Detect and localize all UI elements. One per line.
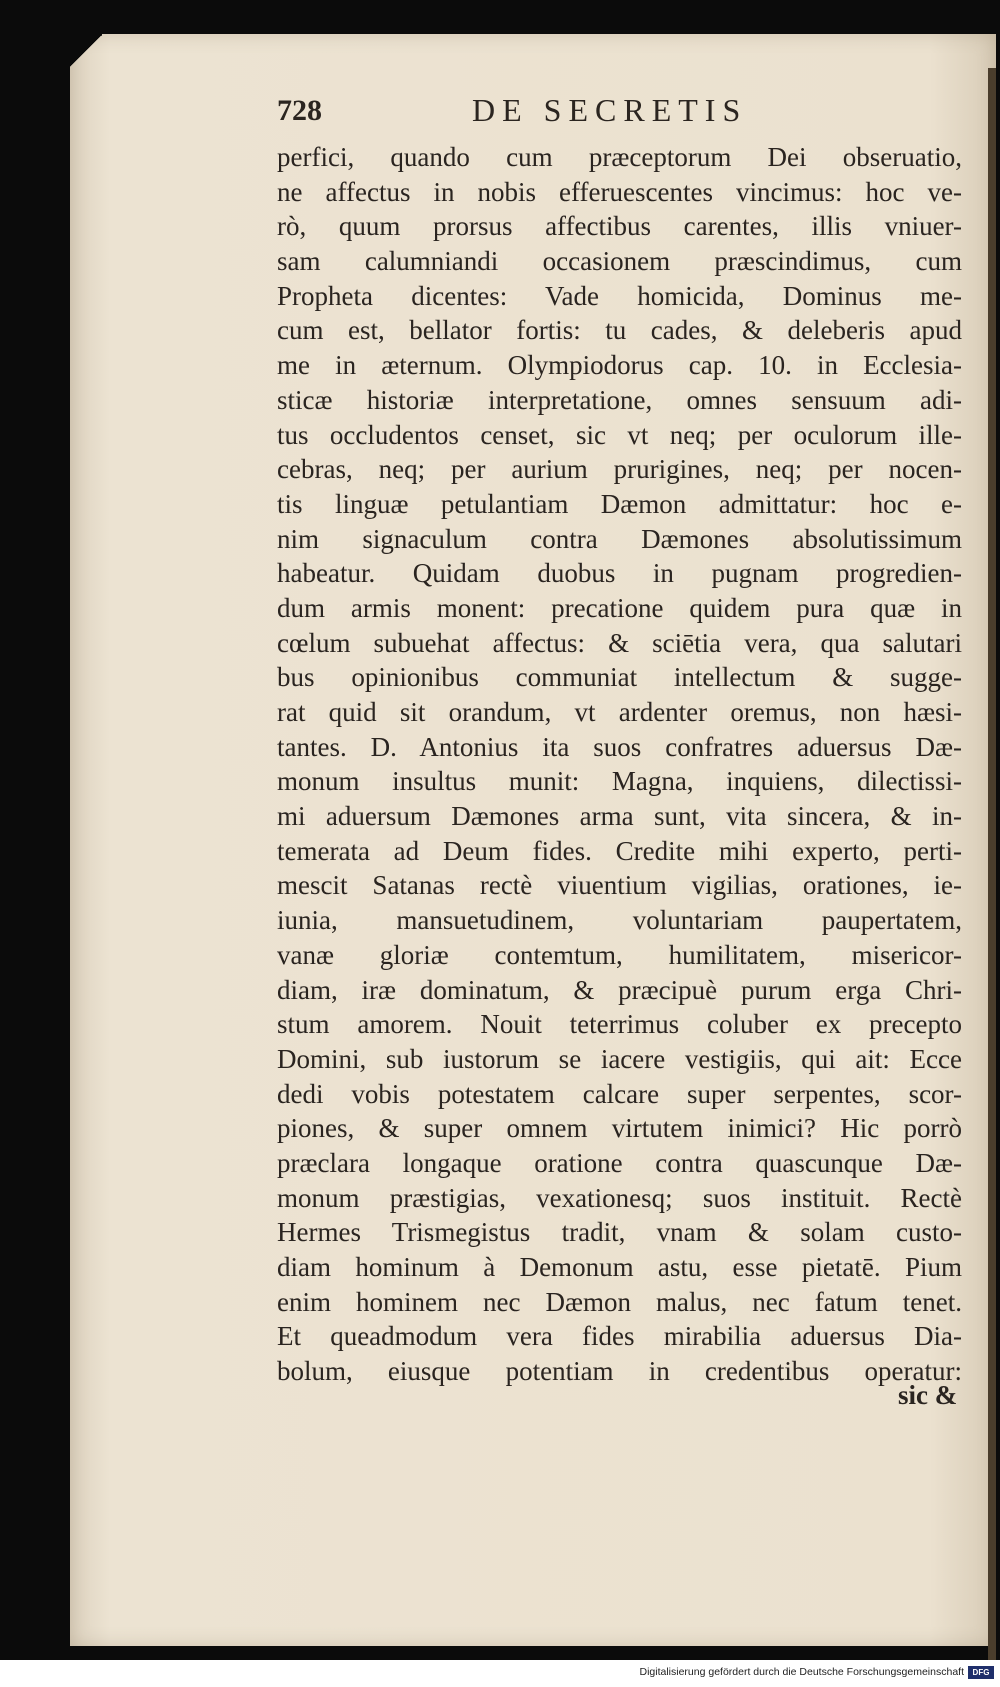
text-line: piones, & super omnem virtutem inimici? Hic porrò xyxy=(277,1113,962,1144)
text-line: præclara longaque oratione contra quascunque Dæ- xyxy=(277,1147,962,1178)
text-line: nim signaculum contra Dæmones absolutissimum xyxy=(277,523,962,554)
text-line: Hermes Trismegistus tradit, vnam & solam custo- xyxy=(277,1217,962,1248)
text-line: diam hominum à Demonum astu, esse pietatē. Pium xyxy=(277,1252,962,1282)
text-line: temerata ad Deum fides. Credite mihi experto, perti- xyxy=(277,835,962,866)
catchword: sic & xyxy=(898,1380,958,1410)
text-line: habeatur. Quidam duobus in pugnam progredien- xyxy=(277,558,962,589)
text-line: cebras, neq; per aurium prurigines, neq; per nocen- xyxy=(277,454,962,485)
text-line: tantes. D. Antonius ita suos confratres aduersus Dæ- xyxy=(277,731,962,762)
text-line: ne affectus in nobis efferuescentes vincimus: hoc ve- xyxy=(277,176,962,207)
text-line: perfici, quando cum præceptorum Dei obseruatio, xyxy=(277,142,962,172)
page-number: 728 xyxy=(277,94,322,127)
dfg-logo: DFG xyxy=(968,1666,994,1679)
text-line: monum insultus munit: Magna, inquiens, dilectissi- xyxy=(277,766,962,797)
text-line: bolum, eiusque potentiam in credentibus operatur: xyxy=(277,1356,962,1387)
text-line: mescit Satanas rectè viuentium vigilias, orationes, ie- xyxy=(277,870,962,901)
text-line: iunia, mansuetudinem, voluntariam paupertatem, xyxy=(277,905,962,936)
text-line: Propheta dicentes: Vade homicida, Dominus me- xyxy=(277,280,962,311)
footer-bar xyxy=(0,1660,1000,1687)
text-line: rò, quum prorsus affectibus carentes, illis vniuer- xyxy=(277,211,962,242)
text-line: tus occludentos censet, sic vt neq; per oculorum ille- xyxy=(277,419,962,450)
text-line: Et queadmodum vera fides mirabilia aduersus Dia- xyxy=(277,1321,962,1352)
text-line: enim hominem nec Dæmon malus, nec fatum tenet. xyxy=(277,1286,962,1317)
text-line: mi aduersum Dæmones arma sunt, vita sincera, & in- xyxy=(277,801,962,832)
text-line: dedi vobis potestatem calcare super serpentes, scor- xyxy=(277,1078,962,1109)
text-line: Domini, sub iustorum se iacere vestigiis, qui ait: Ecce xyxy=(277,1043,962,1074)
funding-credit: Digitalisierung gefördert durch die Deutsche Forschungsgemeinschaft xyxy=(639,1666,964,1678)
page-header xyxy=(277,92,797,136)
text-line: vanæ gloriæ contemtum, humilitatem, misericor- xyxy=(277,939,962,970)
running-title: DE SECRETIS xyxy=(472,92,748,128)
text-line: sam calumniandi occasionem præscindimus, cum xyxy=(277,246,962,277)
text-line: tis linguæ petulantiam Dæmon admittatur: hoc e- xyxy=(277,488,962,519)
text-line: sticæ historiæ interpretatione, omnes sensuum adi- xyxy=(277,384,962,415)
page-edge xyxy=(988,68,996,1680)
text-line: stum amorem. Nouit teterrimus coluber ex precepto xyxy=(277,1009,962,1040)
text-line: cum est, bellator fortis: tu cades, & deleberis apud xyxy=(277,315,962,346)
text-line: rat quid sit orandum, vt ardenter oremus, non hæsi- xyxy=(277,697,962,727)
text-line: dum armis monent: precatione quidem pura quæ in xyxy=(277,592,962,623)
text-line: cœlum subuehat affectus: & sciētia vera, qua salutari xyxy=(277,627,962,658)
body-text xyxy=(277,140,962,1389)
text-line: monum præstigias, vexationesq; suos instituit. Rectè xyxy=(277,1182,962,1213)
text-line: bus opinionibus communiat intellectum & sugge- xyxy=(277,662,962,693)
text-line: me in æternum. Olympiodorus cap. 10. in Ecclesia- xyxy=(277,350,962,381)
text-line: diam, iræ dominatum, & præcipuè purum erga Chri- xyxy=(277,974,962,1005)
